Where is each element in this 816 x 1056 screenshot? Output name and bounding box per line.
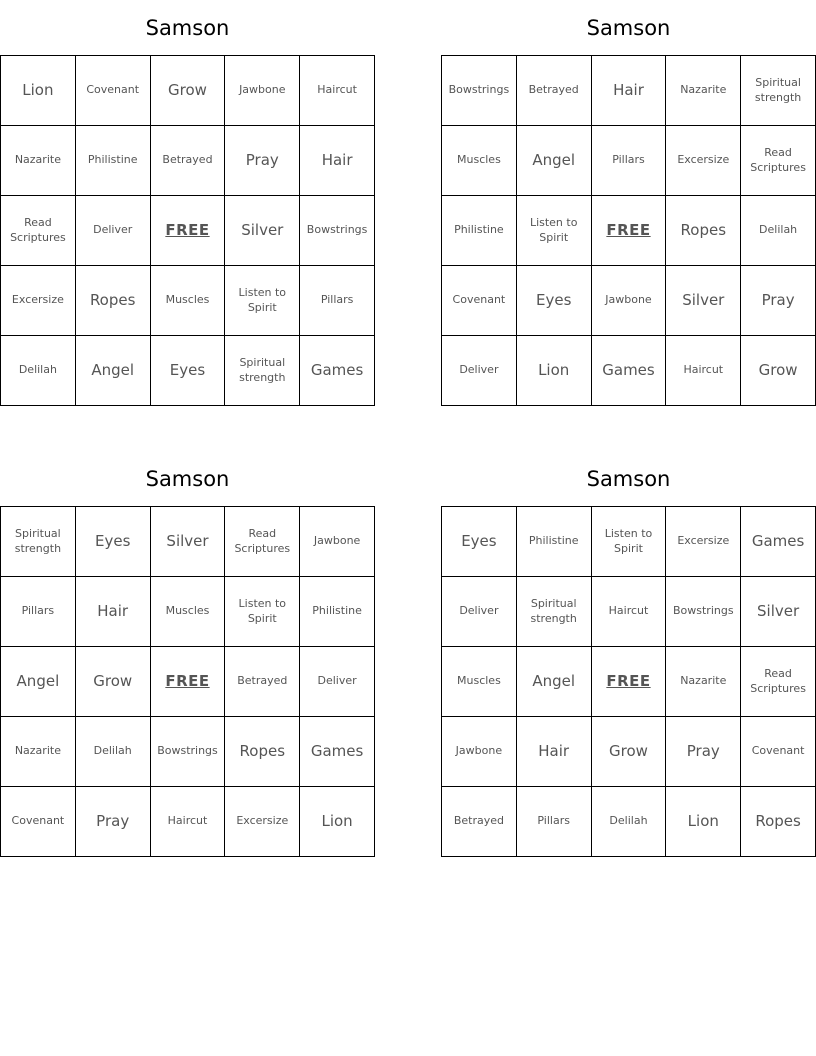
bingo-cell: Delilah <box>1 336 76 406</box>
bingo-cell: Nazarite <box>1 717 76 787</box>
bingo-cell: Grow <box>592 717 667 787</box>
bingo-grid <box>441 55 816 406</box>
bingo-cell: Ropes <box>666 196 741 266</box>
bingo-grid <box>0 506 375 857</box>
bingo-cell: Muscles <box>151 577 226 647</box>
card-title: Samson <box>586 466 671 491</box>
bingo-cell: Philistine <box>300 577 375 647</box>
bingo-cell: Games <box>592 336 667 406</box>
bingo-cell: Nazarite <box>1 126 76 196</box>
bingo-cell: Listen to Spirit <box>517 196 592 266</box>
bingo-cell: Spiritual strength <box>517 577 592 647</box>
bingo-cell: Haircut <box>300 56 375 126</box>
bingo-cell: Ropes <box>741 787 816 857</box>
bingo-cell: Read Scriptures <box>741 126 816 196</box>
bingo-cell: Deliver <box>442 336 517 406</box>
bingo-cell: Pillars <box>1 577 76 647</box>
bingo-cell: Philistine <box>442 196 517 266</box>
bingo-cell: Listen to Spirit <box>225 577 300 647</box>
bingo-cell: Grow <box>151 56 226 126</box>
bingo-cell: Listen to Spirit <box>225 266 300 336</box>
bingo-cell: Bowstrings <box>442 56 517 126</box>
bingo-cell: Eyes <box>151 336 226 406</box>
bingo-cell: Betrayed <box>151 126 226 196</box>
bingo-cell: Bowstrings <box>666 577 741 647</box>
bingo-cell: Betrayed <box>442 787 517 857</box>
bingo-cell: Spiritual strength <box>1 507 76 577</box>
bingo-cell: Pray <box>76 787 151 857</box>
bingo-cell: Jawbone <box>300 507 375 577</box>
bingo-grid <box>0 55 375 406</box>
bingo-cell: Excersize <box>666 507 741 577</box>
bingo-cell: Covenant <box>76 56 151 126</box>
free-space: FREE <box>592 196 667 266</box>
bingo-cell: Bowstrings <box>300 196 375 266</box>
bingo-cell: Philistine <box>517 507 592 577</box>
card-title: Samson <box>586 15 671 40</box>
bingo-cell: Listen to Spirit <box>592 507 667 577</box>
bingo-cell: Silver <box>225 196 300 266</box>
bingo-cell: Hair <box>517 717 592 787</box>
bingo-cell: Read Scriptures <box>225 507 300 577</box>
bingo-cell: Ropes <box>225 717 300 787</box>
bingo-cell: Games <box>300 336 375 406</box>
bingo-cell: Excersize <box>225 787 300 857</box>
bingo-cell: Silver <box>151 507 226 577</box>
free-space: FREE <box>151 196 226 266</box>
bingo-cell: Haircut <box>151 787 226 857</box>
bingo-cell: Pillars <box>300 266 375 336</box>
bingo-cell: Deliver <box>76 196 151 266</box>
bingo-cell: Nazarite <box>666 647 741 717</box>
bingo-cell: Silver <box>741 577 816 647</box>
bingo-cell: Haircut <box>666 336 741 406</box>
bingo-cell: Muscles <box>442 647 517 717</box>
bingo-cell: Spiritual strength <box>741 56 816 126</box>
bingo-cell: Angel <box>517 647 592 717</box>
bingo-cell: Angel <box>517 126 592 196</box>
bingo-cell: Grow <box>76 647 151 717</box>
bingo-cell: Angel <box>1 647 76 717</box>
bingo-cell: Haircut <box>592 577 667 647</box>
bingo-cell: Excersize <box>666 126 741 196</box>
card-title: Samson <box>145 466 230 491</box>
bingo-cell: Muscles <box>442 126 517 196</box>
bingo-cell: Pillars <box>517 787 592 857</box>
bingo-cell: Read Scriptures <box>1 196 76 266</box>
bingo-grid <box>441 506 816 857</box>
bingo-cell: Delilah <box>741 196 816 266</box>
bingo-cell: Delilah <box>592 787 667 857</box>
bingo-cell: Covenant <box>1 787 76 857</box>
bingo-cell: Grow <box>741 336 816 406</box>
bingo-cell: Betrayed <box>517 56 592 126</box>
bingo-cell: Delilah <box>76 717 151 787</box>
bingo-cell: Betrayed <box>225 647 300 717</box>
bingo-cell: Covenant <box>741 717 816 787</box>
bingo-cell: Hair <box>300 126 375 196</box>
bingo-cell: Games <box>741 507 816 577</box>
bingo-cell: Muscles <box>151 266 226 336</box>
bingo-cell: Hair <box>592 56 667 126</box>
bingo-cell: Pray <box>741 266 816 336</box>
bingo-cell: Jawbone <box>592 266 667 336</box>
card-title: Samson <box>145 15 230 40</box>
bingo-cell: Excersize <box>1 266 76 336</box>
bingo-cell: Lion <box>1 56 76 126</box>
bingo-cell: Deliver <box>300 647 375 717</box>
free-space: FREE <box>592 647 667 717</box>
bingo-cell: Spiritual strength <box>225 336 300 406</box>
free-space: FREE <box>151 647 226 717</box>
bingo-cell: Covenant <box>442 266 517 336</box>
bingo-cell: Hair <box>76 577 151 647</box>
bingo-cell: Jawbone <box>442 717 517 787</box>
bingo-cell: Games <box>300 717 375 787</box>
bingo-cell: Eyes <box>76 507 151 577</box>
bingo-cell: Bowstrings <box>151 717 226 787</box>
bingo-cell: Eyes <box>442 507 517 577</box>
bingo-cell: Ropes <box>76 266 151 336</box>
bingo-cell: Jawbone <box>225 56 300 126</box>
bingo-cell: Angel <box>76 336 151 406</box>
bingo-cell: Deliver <box>442 577 517 647</box>
bingo-cell: Pray <box>225 126 300 196</box>
bingo-cell: Philistine <box>76 126 151 196</box>
bingo-cell: Lion <box>517 336 592 406</box>
bingo-cell: Lion <box>300 787 375 857</box>
bingo-cell: Lion <box>666 787 741 857</box>
bingo-cell: Nazarite <box>666 56 741 126</box>
bingo-cell: Pillars <box>592 126 667 196</box>
bingo-cell: Silver <box>666 266 741 336</box>
bingo-cell: Eyes <box>517 266 592 336</box>
bingo-cell: Pray <box>666 717 741 787</box>
bingo-cell: Read Scriptures <box>741 647 816 717</box>
